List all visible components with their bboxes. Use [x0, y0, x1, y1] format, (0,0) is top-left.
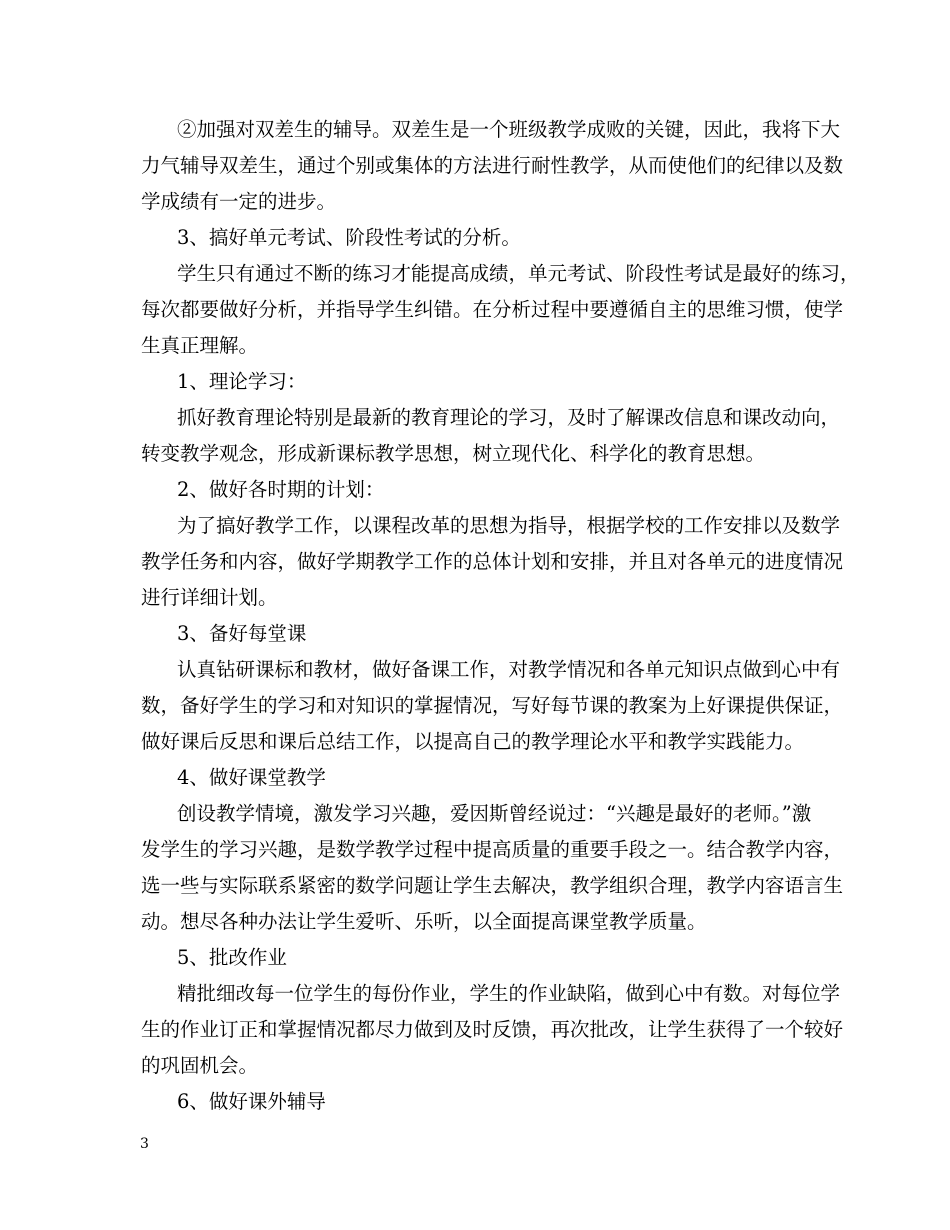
paragraph-line: 进行详细计划。 — [141, 586, 278, 609]
paragraph-line: 数，备好学生的学习和对知识的掌握情况，写好每节课的教案为上好课提供保证， — [141, 694, 844, 717]
section-heading: 1、理论学习： — [177, 370, 307, 393]
document-body — [141, 112, 860, 1120]
paragraph-line: 学成绩有一定的进步。 — [141, 190, 337, 213]
section-heading: 2、做好各时期的计划： — [177, 478, 385, 501]
paragraph-line: 每次都要做好分析，并指导学生纠错。在分析过程中要遵循自主的思维习惯，使学 — [141, 298, 844, 321]
section-heading: 4、做好课堂教学 — [177, 766, 326, 789]
paragraph-line: 力气辅导双差生，通过个别或集体的方法进行耐性教学，从而使他们的纪律以及数 — [141, 154, 844, 177]
paragraph-line: 生真正理解。 — [141, 334, 259, 357]
page-number: 3 — [140, 1136, 149, 1152]
paragraph-line: 做好课后反思和课后总结工作，以提高自己的教学理论水平和教学实践能力。 — [141, 730, 805, 753]
section-heading: 3、备好每堂课 — [177, 622, 307, 645]
section-heading: 3、搞好单元考试、阶段性考试的分析。 — [177, 226, 521, 249]
paragraph-line: 学生只有通过不断的练习才能提高成绩，单元考试、阶段性考试是最好的练习， — [177, 262, 860, 285]
section-heading: 6、做好课外辅导 — [177, 1090, 326, 1113]
paragraph-line: 转变教学观念，形成新课标教学思想，树立现代化、科学化的教育思想。 — [141, 442, 766, 465]
paragraph-line: 精批细改每一位学生的每份作业，学生的作业缺陷，做到心中有数。对每位学 — [177, 982, 841, 1005]
paragraph-line: 动。想尽各种办法让学生爱听、乐听，以全面提高课堂教学质量。 — [141, 910, 707, 933]
paragraph-line: 的巩固机会。 — [141, 1054, 259, 1077]
section-heading: 5、批改作业 — [177, 946, 287, 969]
paragraph-line: 抓好教育理论特别是最新的教育理论的学习，及时了解课改信息和课改动向， — [177, 406, 841, 429]
paragraph-line: 为了搞好教学工作，以课程改革的思想为指导，根据学校的工作安排以及数学 — [177, 514, 841, 537]
paragraph-line: 发学生的学习兴趣，是数学教学过程中提高质量的重要手段之一。结合教学内容， — [141, 838, 844, 861]
paragraph-line: 认真钻研课标和教材，做好备课工作，对教学情况和各单元知识点做到心中有 — [177, 658, 841, 681]
paragraph-line: 生的作业订正和掌握情况都尽力做到及时反馈，再次批改，让学生获得了一个较好 — [141, 1018, 844, 1041]
paragraph-line: 教学任务和内容，做好学期教学工作的总体计划和安排，并且对各单元的进度情况 — [141, 550, 844, 573]
paragraph-line: ②加强对双差生的辅导。双差生是一个班级教学成败的关键，因此，我将下大 — [177, 118, 841, 141]
paragraph-line: 选一些与实际联系紧密的数学问题让学生去解决，教学组织合理，教学内容语言生 — [141, 874, 844, 897]
paragraph-line: 创设教学情境，激发学习兴趣，爱因斯曾经说过：“兴趣是最好的老师。”激 — [177, 802, 812, 825]
